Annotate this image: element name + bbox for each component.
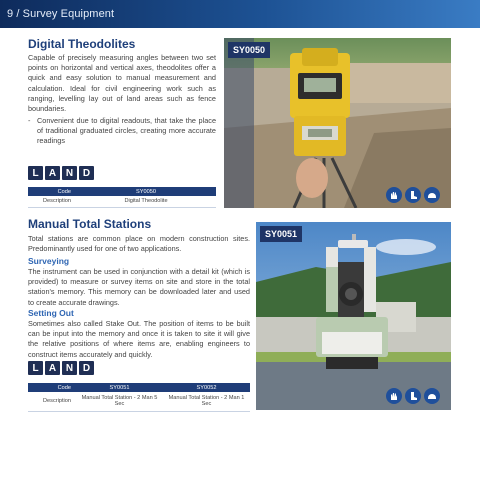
land-letter: L xyxy=(28,361,43,375)
product-code-badge: SY0051 xyxy=(260,226,302,242)
theodolites-bullet: - Convenient due to digital readouts, that take the place of traditional graduated circles, creating more accurate readings xyxy=(28,116,216,146)
total-station-photo xyxy=(256,222,451,410)
boot-icon xyxy=(405,388,421,404)
ppe-icons xyxy=(386,388,440,404)
code-value: SY0050 xyxy=(76,187,216,196)
theodolites-spec-table xyxy=(28,187,216,208)
description-label: Description xyxy=(28,392,76,411)
land-letter: A xyxy=(45,166,60,180)
land-letter: L xyxy=(28,166,43,180)
code-label: Code xyxy=(28,383,76,392)
hand-icon xyxy=(386,388,402,404)
surveying-body: The instrument can be used in conjunction with a detail kit (which is provided) to measure or survey items on site and store in the total station's memory. This memory can be downloaded later and used to create accurate drawings. xyxy=(28,267,250,307)
theodolite-photo xyxy=(224,38,451,208)
code-label: Code xyxy=(28,187,76,196)
page-header xyxy=(0,0,480,28)
code-value: SY0051 xyxy=(76,383,163,392)
theodolites-bullet-text: Convenient due to digital readouts, that take the place of traditional graduated circles, creating more accurate readings xyxy=(37,116,216,146)
land-letter: D xyxy=(79,166,94,180)
land-logo xyxy=(28,361,94,375)
setting-out-body: Sometimes also called Stake Out. The position of items to be built can be input into the memory and once it is taken to site it will give the relative positions of where items are, enabling engineers to construct items accurately and quickly. xyxy=(28,319,250,359)
boot-icon xyxy=(405,187,421,203)
code-value: SY0052 xyxy=(163,383,250,392)
page-header-title: 9 / Survey Equipment xyxy=(7,8,115,20)
land-letter: A xyxy=(45,361,60,375)
description-value: Manual Total Station - 2 Man 1 Sec xyxy=(163,392,250,411)
total-station-image xyxy=(256,222,451,410)
land-letter: D xyxy=(79,361,94,375)
total-stations-spec-table xyxy=(28,383,250,412)
helmet-icon xyxy=(424,388,440,404)
total-stations-title: Manual Total Stations xyxy=(28,217,152,231)
setting-out-heading: Setting Out xyxy=(28,308,74,318)
helmet-icon xyxy=(424,187,440,203)
theodolites-title: Digital Theodolites xyxy=(28,37,136,51)
description-value: Digital Theodolite xyxy=(76,196,216,207)
ppe-icons xyxy=(386,187,440,203)
theodolites-body: Capable of precisely measuring angles between two set points on horizontal and vertical axes, theodolites offer a quick and easy solution to manual measurement and calculation. Ideal for civil engineering work such as ranging, levelling lay out of land areas such as fence boundaries. xyxy=(28,53,216,114)
land-logo xyxy=(28,166,94,180)
product-code-badge: SY0050 xyxy=(228,42,270,58)
hand-icon xyxy=(386,187,402,203)
theodolite-image xyxy=(224,38,451,208)
land-letter: N xyxy=(62,166,77,180)
description-value: Manual Total Station - 2 Man 5 Sec xyxy=(76,392,163,411)
surveying-heading: Surveying xyxy=(28,256,70,266)
description-label: Description xyxy=(28,196,76,207)
total-stations-body: Total stations are common place on modern construction sites. Predominantly used for one of two applications. xyxy=(28,234,250,254)
land-letter: N xyxy=(62,361,77,375)
